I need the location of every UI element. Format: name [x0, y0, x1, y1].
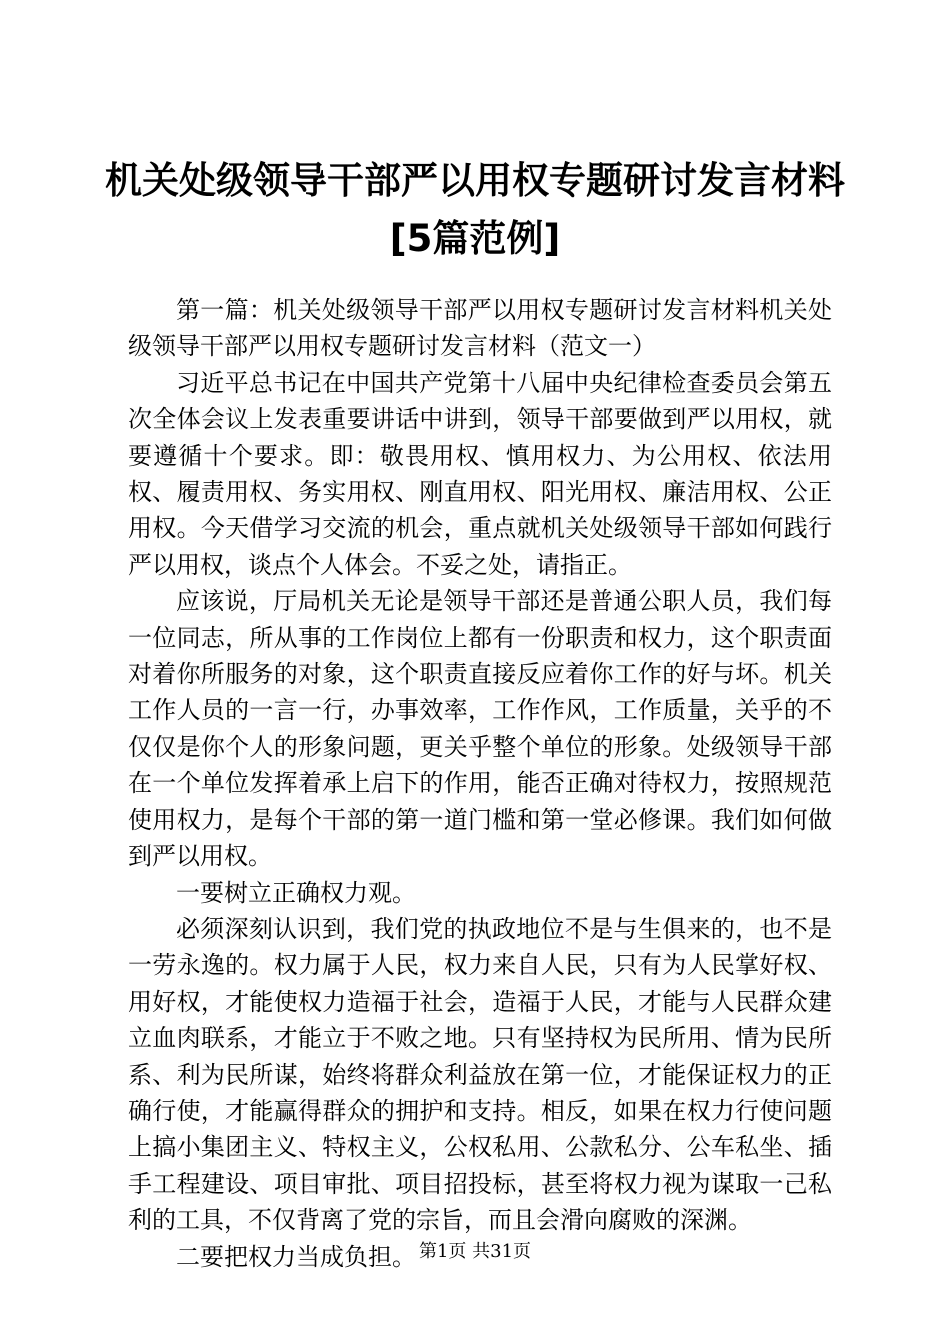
document-title: [100, 152, 850, 268]
paragraph: 第一篇：机关处级领导干部严以用权专题研讨发言材料机关处级领导干部严以用权专题研讨发言材料（范文一）: [128, 296, 832, 361]
paragraph: 必须深刻认识到，我们党的执政地位不是与生俱来的，也不是一劳永逸的。权力属于人民，权力来自人民，只有为人民掌好权、用好权，才能使权力造福于社会，造福于人民，才能与人民群众建立血肉联系，才能立于不败之地。只有坚持权为民所用、情为民所系、利为民所谋，始终将群众利益放在第一位，才能保证权力的正确行使，才能赢得群众的拥护和支持。相反，如果在权力行使问题上搞小集团主义、特权主义，公权私用、公款私分、公车私坐、插手工程建设、项目审批、项目招投标，甚至将权力视为谋取一己私利的工具，不仅背离了党的宗旨，而且会滑向腐败的深渊。: [128, 914, 832, 1235]
title-line-1: 机关处级领导干部严以用权专题研讨发言材料: [105, 159, 845, 202]
paragraph: 习近平总书记在中国共产党第十八届中央纪律检查委员会第五次全体会议上发表重要讲话中讲到，领导干部要做到严以用权，就要遵循十个要求。即：敬畏用权、慎用权力、为公用权、依法用权、履责用权、务实用权、刚直用权、阳光用权、廉洁用权、公正用权。今天借学习交流的机会，重点就机关处级领导干部如何践行严以用权，谈点个人体会。不妥之处，请指正。: [128, 368, 832, 579]
paragraph: 一要树立正确权力观。: [176, 878, 416, 907]
paragraph: 应该说，厅局机关无论是领导干部还是普通公职人员，我们每一位同志，所从事的工作岗位上都有一份职责和权力，这个职责面对着你所服务的对象，这个职责直接反应着你工作的好与坏。机关工作人员的一言一行，办事效率，工作作风，工作质量，关乎的不仅仅是你个人的形象问题，更关乎整个单位的形象。处级领导干部在一个单位发挥着承上启下的作用，能否正确对待权力，按照规范使用权力，是每个干部的第一道门槛和第一堂必修课。我们如何做到严以用权。: [128, 587, 832, 871]
document-body: [128, 292, 832, 1275]
paragraph: 二要把权力当成负担。: [176, 1242, 416, 1271]
title-line-2: [5篇范例]: [389, 217, 561, 260]
page-footer: 第1页 共31页: [418, 1241, 532, 1262]
